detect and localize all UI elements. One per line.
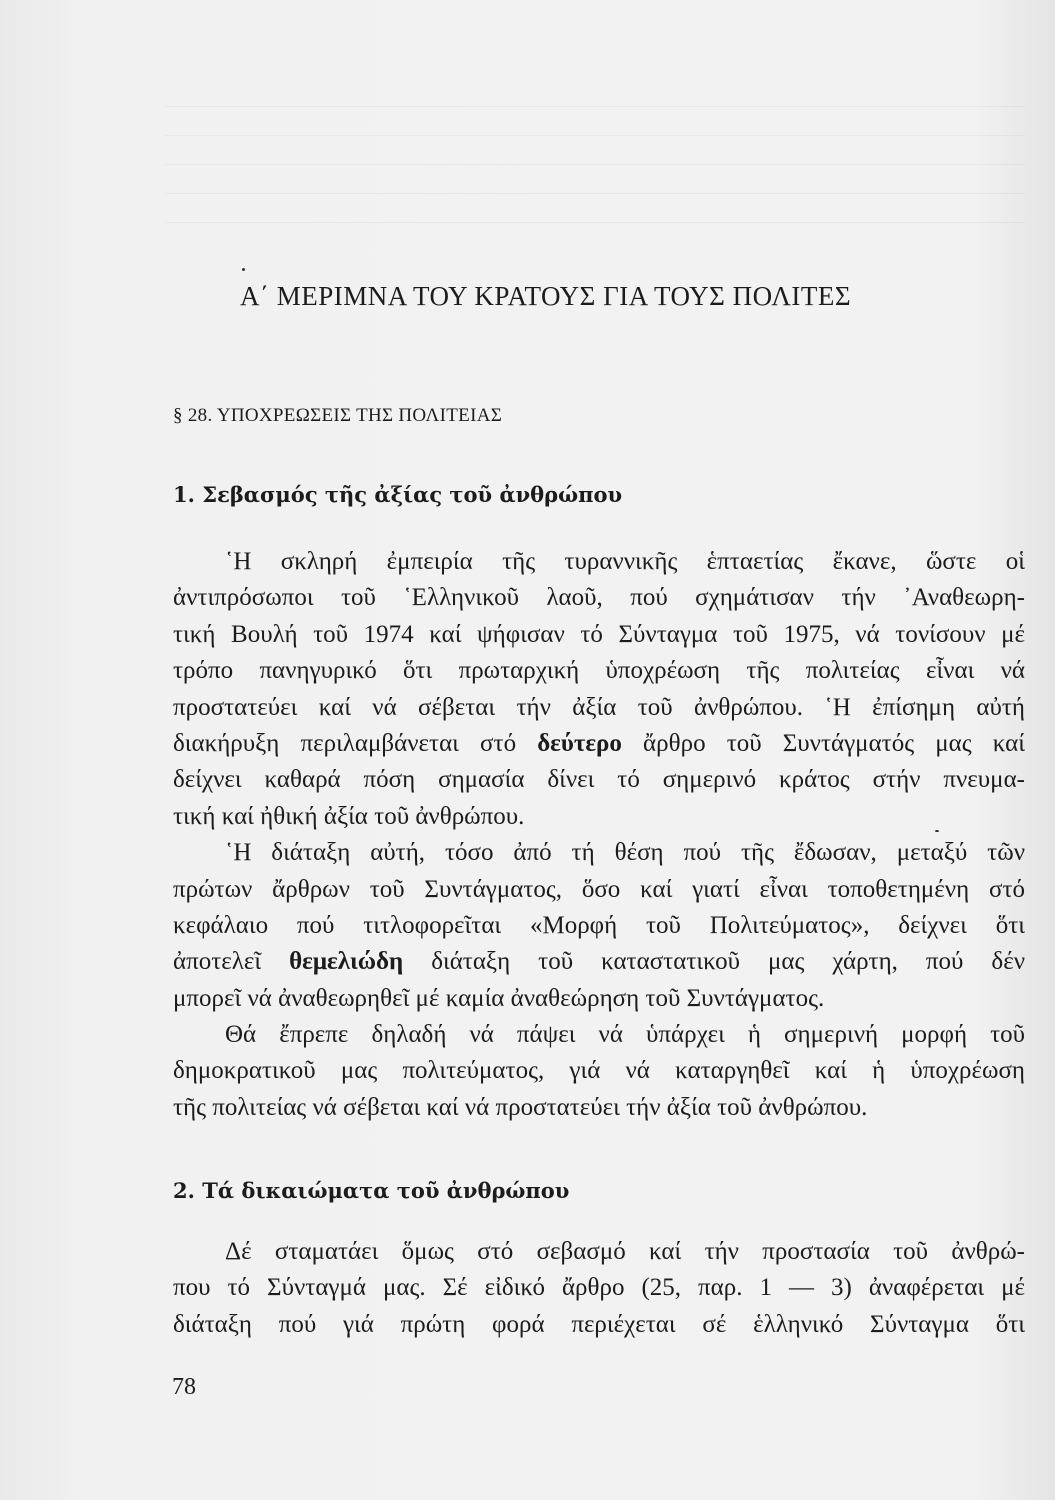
paragraph-line: διάταξη πού γιά πρώτη φορά περιέχεται σέ ἑλληνικό Σύνταγμα ὅτι [173,1310,1025,1338]
subsection-heading-rights: 2. Τά δικαιώματα τοῦ ἀνθρώπου [173,1178,570,1203]
text-run: διάταξη τοῦ καταστατικοῦ μας χάρτη, πού δέν [403,948,1025,976]
subsection-heading-dignity: 1. Σεβασμός τῆς ἀξίας τοῦ ἀνθρώπου [173,482,623,507]
bleed-through-texture [165,78,1025,238]
paragraph-line: τρόπο πανηγυρικό ὅτι πρωταρχική ὑποχρέωση τῆς πολιτείας εἶναι νά [173,657,1025,685]
paragraph-line: που τό Σύνταγμά μας. Σέ εἰδικό ἄρθρο (25, παρ. 1 — 3) ἀναφέρεται μέ [173,1274,1025,1302]
paragraph-line [173,726,1025,762]
paragraph-line: δημοκρατικοῦ μας πολιτεύματος, γιά νά καταργηθεῖ καί ἡ ὑποχρέωση [173,1057,1025,1085]
section-title: § 28. ΥΠΟΧΡΕΩΣΕΙΣ ΤΗΣ ΠΟΛΙΤΕΙΑΣ [173,405,503,426]
chapter-title: Α΄ ΜΕΡΙΜΝΑ ΤΟΥ ΚΡΑΤΟΥΣ ΓΙΑ ΤΟΥΣ ΠΟΛΙΤΕΣ [240,281,852,311]
text-run: ἄρθρο τοῦ Συντάγματός μας καί [621,729,1025,757]
subsection-rights-body [173,1234,1025,1343]
subsection-dignity-body [173,544,1025,1126]
paragraph-line: Δέ σταματάει ὅμως στό σεβασμό καί τήν προστασία τοῦ ἀνθρώ- [225,1238,1025,1265]
emphasis-bold: θεμελιώδη [289,948,404,976]
paragraph-line: πρώτων ἄρθρων τοῦ Συντάγματος, ὅσο καί γιατί εἶναι τοποθετημένη στό [173,875,1025,903]
paragraph-line: τική καί ἠθική ἀξία τοῦ ἀνθρώπου. [173,802,525,830]
page-number: 78 [172,1374,196,1400]
paragraph-line: κεφάλαιο πού τιτλοφορεῖται «Μορφή τοῦ Πολιτεύματος», δείχνει ὅτι [173,911,1025,939]
paragraph-line [173,944,1025,980]
paragraph-line: προστατεύει καί νά σέβεται τήν ἀξία τοῦ ἀνθρώπου. ῾Η ἐπίσημη αὐτή [173,693,1025,721]
emphasis-bold: δεύτερο [537,729,622,757]
paragraph-line: ἀντιπρόσωποι τοῦ ῾Ελληνικοῦ λαοῦ, πού σχημάτισαν τήν ᾿Αναθεωρη- [173,584,1025,612]
paragraph-line: Θά ἔπρεπε δηλαδή νά πάψει νά ὑπάρχει ἡ σημερινή μορφή τοῦ [225,1021,1025,1049]
paragraph-line: ῾Η διάταξη αὐτή, τόσο ἀπό τή θέση πού τῆς ἔδωσαν, μεταξύ τῶν [225,839,1025,867]
paragraph-line: δείχνει καθαρά πόση σημασία δίνει τό σημερινό κράτος στήν πνευμα- [173,766,1025,794]
paragraph-line: μπορεῖ νά ἀναθεωρηθεῖ μέ καμία ἀναθεώρηση τοῦ Συντάγματος. [173,984,825,1012]
text-run: διακήρυξη περιλαμβάνεται στό [173,729,538,757]
paragraph-line: ῾Η σκληρή ἐμπειρία τῆς τυραννικῆς ἑπταετίας ἔκανε, ὥστε οἱ [225,548,1025,575]
page-speck [242,268,245,271]
paragraph-line: τῆς πολιτείας νά σέβεται καί νά προστατεύει τήν ἀξία τοῦ ἀνθρώπου. [173,1093,868,1121]
paragraph-line: τική Βουλή τοῦ 1974 καί ψήφισαν τό Σύνταγμα τοῦ 1975, νά τονίσουν μέ [173,620,1025,648]
text-run: ἀποτελεῖ [173,948,290,976]
